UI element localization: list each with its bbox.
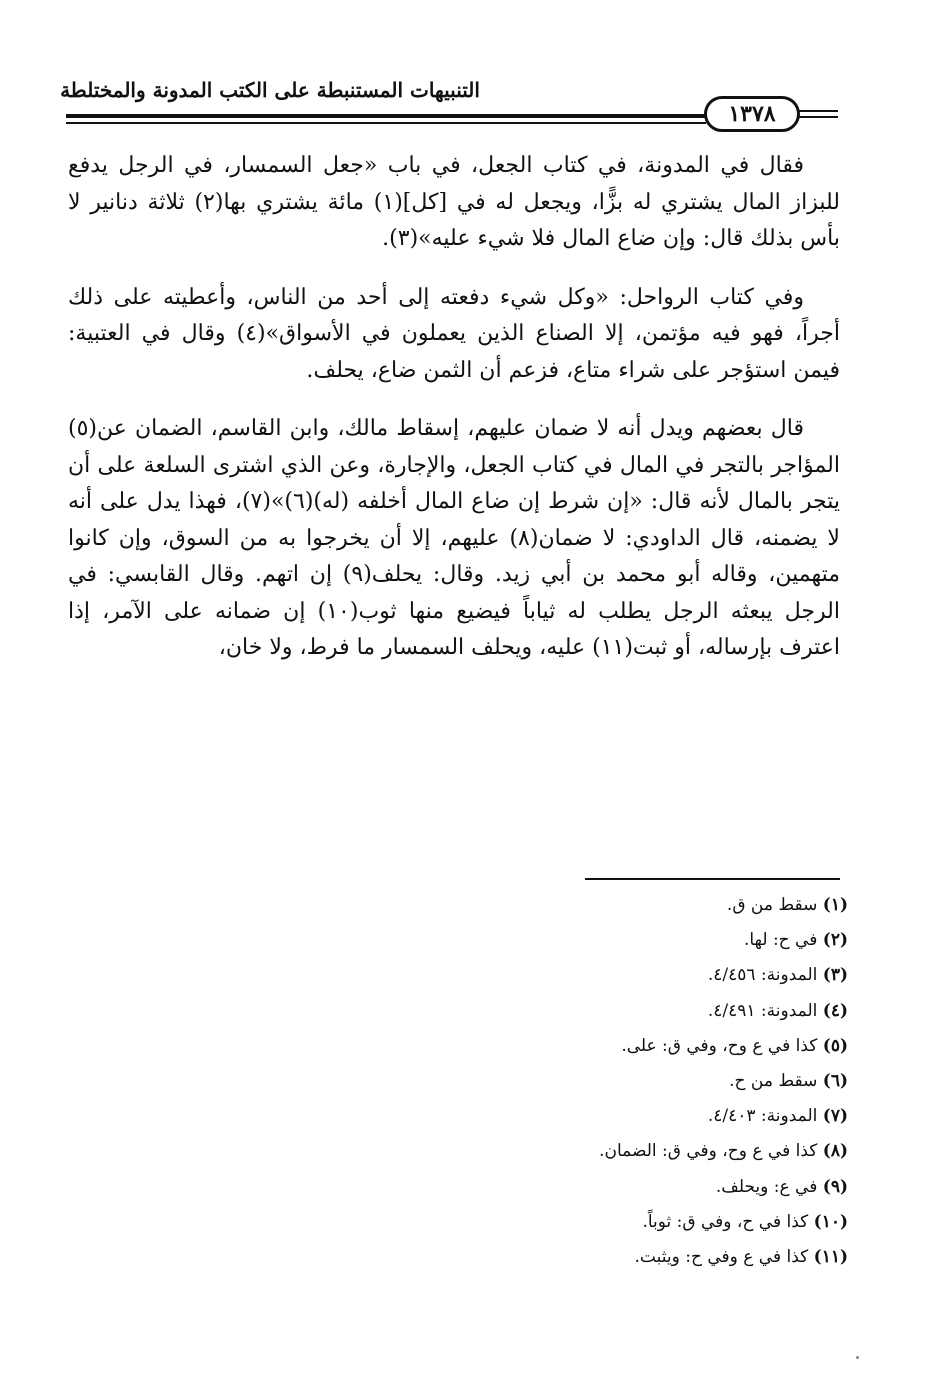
footnote-item <box>300 958 848 993</box>
footnote-text: كذا في ع وح، وفي ق: الضمان. <box>599 1141 818 1162</box>
footnote-number: (١١) <box>813 1247 848 1268</box>
header-rule-ornament <box>798 116 838 118</box>
footnote-text: سقط من ق. <box>726 895 818 915</box>
footnote-number: (٦) <box>822 1071 848 1092</box>
footnote-number: (١) <box>822 895 848 915</box>
paragraph-3: قال بعضهم ويدل أنه لا ضمان عليهم، إسقاط مالك، وابن القاسم، الضمان عن(٥) المؤاجر بالتجر في المال في كتاب الجعل، والإجارة، وعن الذي اشترى السلعة على أن يتجر بالمال لأنه قال: «إن شرط إن ضاع المال أخلفه (له)(٦)»(٧)، فهذا يدل على أنه لا يضمنه، قال الداودي: لا ضمان(٨) عليهم، إلا أن يخرجوا به من السوق، وإن كانوا متهمين، وقاله أبو محمد بن أبي زيد. وقال: يحلف(٩) إن اتهم. وقال القابسي: في الرجل يبعثه الرجل يطلب له ثياباً فيضيع منها ثوب(١٠) إن ضمانه على الآمر، إذا اعترف بإرساله، أو ثبت(١١) عليه، ويحلف السمسار ما فرط، ولا خان، <box>68 416 841 660</box>
footnote-text: كذا في ح، وفي ق: ثوباً. <box>642 1211 809 1232</box>
header-rule <box>66 114 706 118</box>
footnote-number: (٨) <box>822 1141 848 1162</box>
footnote-text: كذا في ع وفي ح: ويثبت. <box>634 1247 809 1268</box>
footnote-item <box>300 1134 848 1169</box>
footnote-item <box>300 994 848 1029</box>
page-number-badge: ١٣٧٨ <box>704 96 800 132</box>
footnote-text: كذا في ع وح، وفي ق: على. <box>621 1035 818 1056</box>
footnote-item <box>300 1205 848 1240</box>
paragraph-2: وفي كتاب الرواحل: «وكل شيء دفعته إلى أحد من الناس، وأعطيته على ذلك أجراً، فهو فيه مؤتمن، إلا الصناع الذين يعملون في الأسواق»(٤) وقال في العتبية: فيمن استؤجر على شراء متاع، فزعم أن الثمن ضاع، يحلف. <box>68 284 840 383</box>
footnote-item <box>300 1099 848 1134</box>
footnote-text: سقط من ح. <box>729 1071 818 1092</box>
footnote-text: في ع: ويحلف. <box>715 1176 818 1197</box>
footnote-separator <box>585 878 840 880</box>
footnote-number: (٧) <box>822 1106 848 1127</box>
footnote-number: (٤) <box>822 1000 848 1021</box>
footnote-item <box>300 1064 848 1099</box>
scan-speck <box>856 1356 859 1359</box>
footnote-number: (١٠) <box>813 1211 848 1232</box>
footnote-text: المدونة: ٤/٤٥٦. <box>707 965 818 986</box>
footnotes-list <box>300 888 848 1275</box>
footnote-item <box>300 888 848 923</box>
footnote-number: (٣) <box>822 965 848 986</box>
footnote-number: (٩) <box>822 1176 848 1197</box>
paragraph-1: فقال في المدونة، في كتاب الجعل، في باب «جعل السمسار، في الرجل يدفع للبزاز المال يشتري له بزًّا، ويجعل له في [كل](١) مائة يشتري بها(٢) ثلاثة دنانير لا بأس بذلك قال: وإن ضاع المال فلا شيء عليه»(٣). <box>68 153 841 251</box>
main-text <box>68 148 840 689</box>
footnote-item <box>300 1029 848 1064</box>
footnote-text: المدونة: ٤/٤٩١. <box>707 1000 818 1021</box>
running-header-title: التنبيهات المستنبطة على الكتب المدونة والمختلطة <box>60 78 480 102</box>
footnote-number: (٥) <box>822 1035 848 1056</box>
footnote-text: المدونة: ٤/٤٠٣. <box>707 1106 818 1127</box>
footnote-item <box>300 923 848 958</box>
footnote-item <box>300 1170 848 1205</box>
footnote-item <box>300 1240 848 1275</box>
header-rule-thin <box>66 122 706 124</box>
footnote-text: في ح: لها. <box>743 930 818 951</box>
footnote-number: (٢) <box>822 930 848 951</box>
header-rule-ornament <box>798 110 838 112</box>
